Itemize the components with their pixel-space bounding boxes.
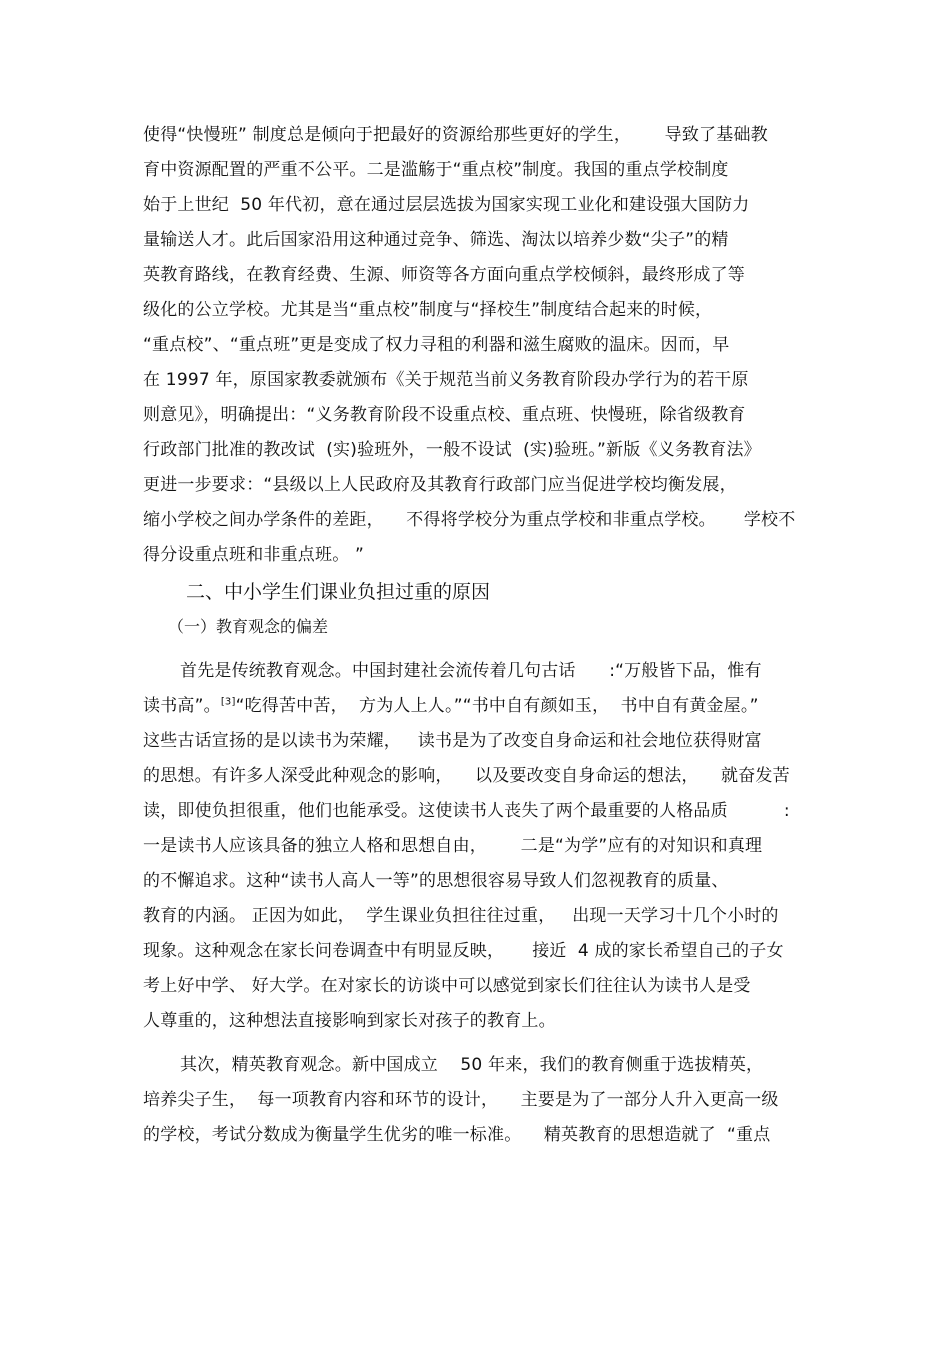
paragraph-line: 首先是传统教育观念。中国封建社会流传着几句古话 :“万般皆下品，惟有 [180, 661, 762, 681]
paragraph-line: 始于上世纪 50 年代初，意在通过层层选拔为国家实现工业化和建设强大国防力 [143, 195, 750, 215]
paragraph-line: 其次，精英教育观念。新中国成立 50 年来，我们的教育侧重于选拔精英， [180, 1055, 764, 1075]
paragraph-line: 育中资源配置的严重不公平。二是滥觞于“重点校”制度。我国的重点学校制度 [143, 160, 729, 180]
line-text: “吃得苦中苦， 方为人上人。”“书中自有颜如玉， 书中自有黄金屋。” [235, 696, 759, 716]
paragraph-line: 量输送人才。此后国家沿用这种通过竞争、筛选、淘汰以培养少数“尖子”的精 [143, 230, 729, 250]
paragraph-line-with-citation [143, 695, 759, 717]
paragraph-line: 培养尖子生， 每一项教育内容和环节的设计， 主要是为了一部分人升入更高一级 [143, 1090, 779, 1110]
line-text: 读书高”。 [143, 696, 221, 716]
paragraph-line: 这些古话宣扬的是以读书为荣耀， 读书是为了改变自身命运和社会地位获得财富 [143, 731, 762, 751]
paragraph-line: 教育的内涵。 正因为如此， 学生课业负担往往过重， 出现一天学习十几个小时的 [143, 906, 779, 926]
section-heading: 二、中小学生们课业负担过重的原因 [186, 581, 491, 603]
paragraph-line: 人尊重的，这种想法直接影响到家长对孩子的教育上。 [143, 1011, 556, 1031]
paragraph-line: 使得“快慢班” 制度总是倾向于把最好的资源给那些更好的学生， 导致了基础教 [143, 125, 768, 145]
paragraph-line: 缩小学校之间办学条件的差距， 不得将学校分为重点学校和非重点学校。 学校不 [143, 510, 796, 530]
paragraph-line: 更进一步要求：“县级以上人民政府及其教育行政部门应当促进学校均衡发展， [143, 475, 737, 495]
paragraph-line: 一是读书人应该具备的独立人格和思想自由， 二是“为学”应有的对知识和真理 [143, 836, 763, 856]
paragraph-line: 在 1997 年，原国家教委就颁布《关于规范当前义务教育阶段办学行为的若干原 [143, 370, 749, 390]
paragraph-line: 行政部门批准的教改试 (实)验班外，一般不设试 (实)验班。”新版《义务教育法》 [143, 440, 761, 460]
paragraph-line: 英教育路线，在教育经费、生源、师资等各方面向重点学校倾斜，最终形成了等 [143, 265, 745, 285]
paragraph-line: “重点校”、“重点班”更是变成了权力寻租的利器和滋生腐败的温床。因而，早 [143, 335, 730, 355]
citation-marker: [3] [220, 696, 236, 708]
paragraph-line: 级化的公立学校。尤其是当“重点校”制度与“择校生”制度结合起来的时候， [143, 300, 713, 320]
paragraph-line: 考上好中学、 好大学。在对家长的访谈中可以感觉到家长们往往认为读书人是受 [143, 976, 751, 996]
paragraph-line: 的思想。有许多人深受此种观念的影响， 以及要改变自身命运的想法， 就奋发苦 [143, 766, 790, 786]
paragraph-line: 读，即使负担很重，他们也能承受。这使读书人丧失了两个最重要的人格品质 : [143, 801, 790, 821]
paragraph-line: 得分设重点班和非重点班。 ” [143, 545, 365, 565]
paragraph-line: 现象。这种观念在家长问卷调查中有明显反映， 接近 4 成的家长希望自己的子女 [143, 941, 784, 961]
paragraph-line: 的学校，考试分数成为衡量学生优劣的唯一标准。 精英教育的思想造就了 “重点 [143, 1125, 771, 1145]
paragraph-line: 的不懈追求。这种“读书人高人一等”的思想很容易导致人们忽视教育的质量、 [143, 871, 729, 891]
paragraph-line: 则意见》，明确提出：“义务教育阶段不设重点校、重点班、快慢班，除省级教育 [143, 405, 746, 425]
subsection-heading: （一）教育观念的偏差 [168, 617, 329, 636]
